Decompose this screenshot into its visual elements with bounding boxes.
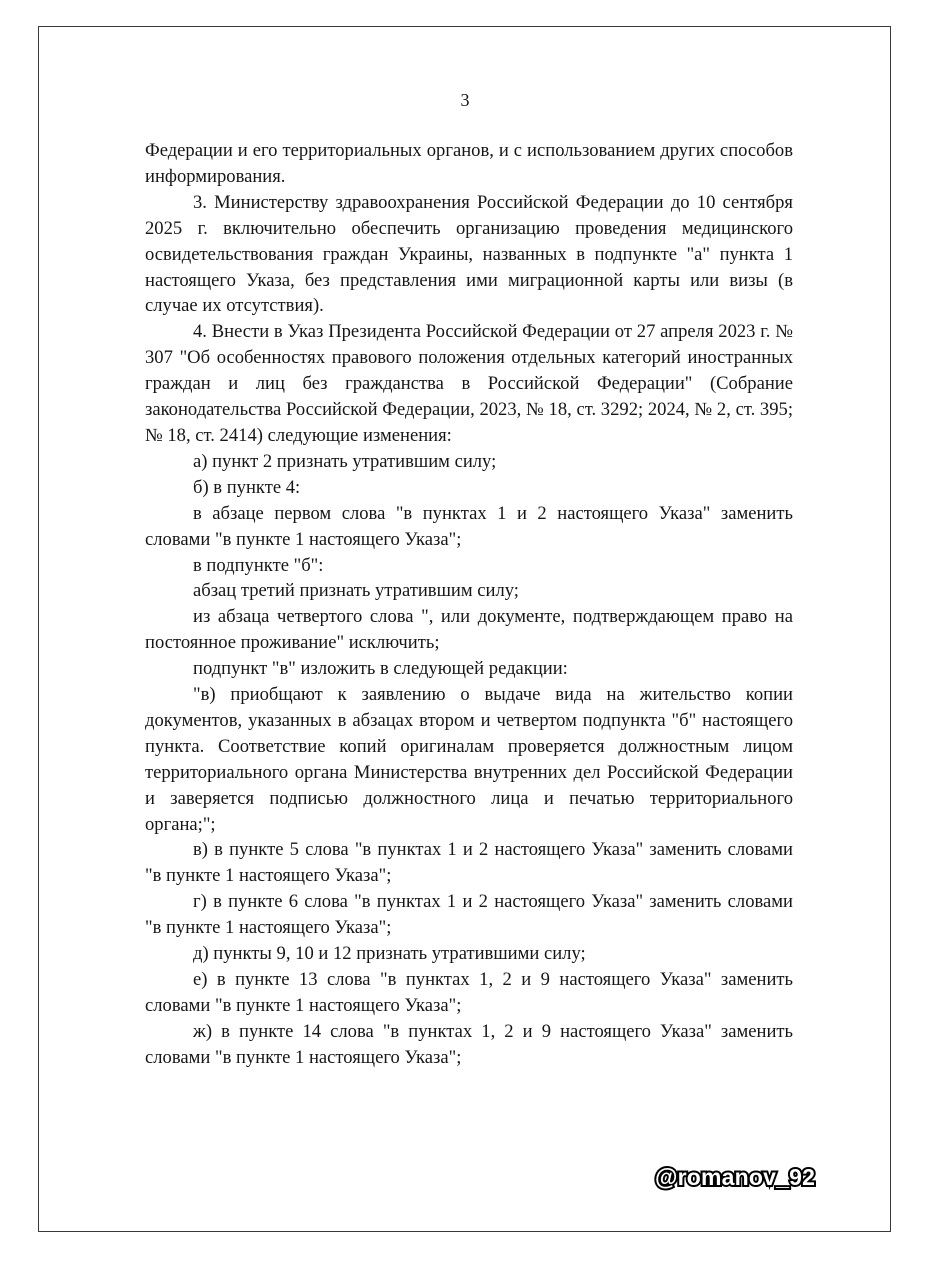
subitem-v-new-text: "в) приобщают к заявлению о выдаче вида на жительство копии документов, указанных в абзацах втором и четвертом подпункта "б" настоящего пункта. Соответствие копий оригиналам проверяется должностным лицом территориального органа Министерства внутренних дел Российской Федерации и заверяется подписью должностного лица и печатью территориального органа;"; xyxy=(145,684,793,835)
page-number: 3 xyxy=(460,90,470,110)
subitem-g: г) в пункте 6 слова "в пунктах 1 и 2 настоящего Указа" заменить словами "в пункте 1 настоящего Указа"; xyxy=(145,891,793,939)
watermark-handle: @romanov_92 xyxy=(655,1164,816,1190)
subitem-b-subpoint: в подпункте "б": xyxy=(193,554,324,576)
subitem-a: а) пункт 2 признать утратившим силу; xyxy=(193,450,497,472)
subitem-b-paragraph-1: в абзаце первом слова "в пунктах 1 и 2 настоящего Указа" заменить словами "в пункте 1 настоящего Указа"; xyxy=(145,502,793,550)
subitem-b-paragraph-4: из абзаца четвертого слова ", или документе, подтверждающем право на постоянное проживание" исключить; xyxy=(145,606,793,654)
paragraph-continuation: Федерации и его территориальных органов, и с использованием других способов информирования. xyxy=(145,140,793,187)
paragraph-item-3: 3. Министерству здравоохранения Российской Федерации до 10 сентября 2025 г. включительно обеспечить организацию проведения медицинского освидетельствования граждан Украины, названных в подпункте "а" пункта 1 настоящего Указа, без представления ими миграционной карты или визы (в случае их отсутствия). xyxy=(145,191,793,317)
subitem-v-intro: подпункт "в" изложить в следующей редакции: xyxy=(193,658,568,680)
subitem-b-paragraph-3: абзац третий признать утратившим силу; xyxy=(193,580,519,602)
subitem-d: д) пункты 9, 10 и 12 признать утратившими силу; xyxy=(193,943,586,965)
subitem-v: в) в пункте 5 слова "в пунктах 1 и 2 настоящего Указа" заменить словами "в пункте 1 настоящего Указа"; xyxy=(145,839,793,887)
subitem-e: е) в пункте 13 слова "в пунктах 1, 2 и 9 настоящего Указа" заменить словами "в пункте 1 настоящего Указа"; xyxy=(145,969,793,1016)
subitem-zh: ж) в пункте 14 слова "в пунктах 1, 2 и 9 настоящего Указа" заменить словами "в пункте 1 настоящего Указа"; xyxy=(145,1020,793,1068)
paragraph-item-4: 4. Внести в Указ Президента Российской Федерации от 27 апреля 2023 г. № 307 "Об особенностях правового положения отдельных категорий иностранных граждан и лиц без гражданства в Российской Федерации" (Собрание законодательства Российской Федерации, 2023, № 18, ст. 3292; 2024, № 2, ст. 395; № 18, ст. 2414) следующие изменения: xyxy=(145,321,793,446)
document-body xyxy=(145,138,793,1071)
subitem-b: б) в пункте 4: xyxy=(193,476,301,498)
